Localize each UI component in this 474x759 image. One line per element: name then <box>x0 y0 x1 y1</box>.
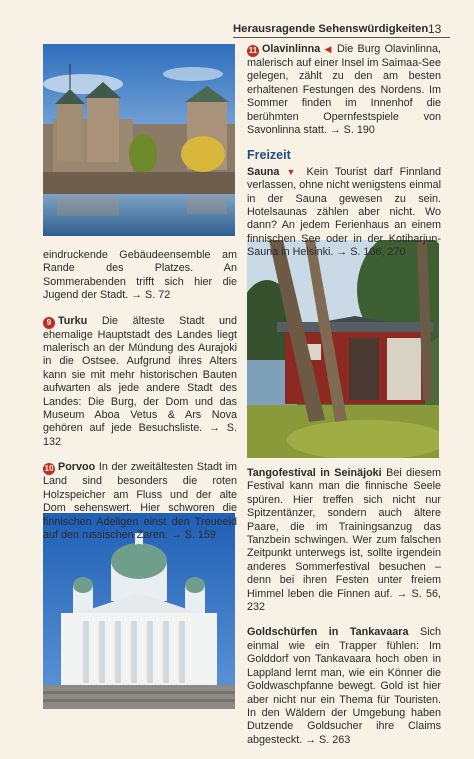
entry-name: Sauna <box>247 165 280 178</box>
entry-name: Porvoo <box>58 461 96 474</box>
castle-photo <box>43 44 235 236</box>
entry-turku <box>43 315 237 450</box>
entry-name: Olavinlinna <box>262 43 321 55</box>
entry-text: Sich einmal wie ein Trapper fühlen: Im Golddorf von Tankavaara hoch oben in Lappland lernt man, wie ein Könner die Goldwaschpfanne bewegt. Gold ist hier aber nicht nur ein Thema für Touristen. In den Wäldern der Umgebung haben Dutzende Goldsucher ihre Claims abgesteckt. → S. 263 <box>247 626 441 746</box>
entry-name: Tangofestival in Seinäjoki <box>247 467 382 479</box>
entry-name: Turku <box>58 314 88 327</box>
pointer-down-icon: ▼ <box>286 166 300 177</box>
entry-tango <box>247 467 441 614</box>
sauna-photo <box>247 240 439 458</box>
freizeit-heading: Freizeit <box>247 148 291 163</box>
page-number: 13 <box>428 22 442 36</box>
entry-text: Bei diesem Festival kann man die finnische Seele spüren. Hier treffen sich nicht nur Spitzentänzer, sondern auch ältere Paare, die im Trainingsanzug das Tanzbein schwingen. Wer zum falschen Zeitpunkt unterwegs ist, sollte irgendein anderes Sommerfestival besuchen – denn bei ihren Festen unter freiem Himmel leben die Finnen auf. → S. 56, 232 <box>247 467 441 614</box>
number-badge: 10 <box>44 464 54 474</box>
entry-text: Die Burg Olavinlinna, malerisch auf einer Insel im Saimaa-See gelegen, zählt zu den am besten erhaltenen Festungen des Nordens. Im Sommer finden im Innenhof die berühmten Opernfestspiele von Savonlinna statt. → S. 190 <box>247 43 442 137</box>
entry-olavinlinna <box>247 43 441 137</box>
entry-porvoo <box>43 461 237 542</box>
number-badge: 9 <box>43 317 55 329</box>
right-column-bottom <box>247 467 441 759</box>
number-badge: 11 <box>248 46 258 55</box>
entry-name: Goldschürfen in Tankavaara <box>247 626 409 639</box>
right-column-top <box>247 43 441 272</box>
paragraph-continued: eindruckende Gebäudeensemble am Rande des Platzes. An Sommerabenden trifft sich hier die Jugend der Stadt. → S. 72 <box>43 249 237 302</box>
header-rule <box>233 37 450 38</box>
entry-text: Die älteste Stadt und ehemalige Hauptstadt des Landes liegt malerisch an der Mündung des Aurajoki in die Ostsee. Aufgrund ihres Alters kann sie mit mehr historischen Bauten aufwarten als jede andere Stadt des Landes: Die Burg, der Dom und das Museum Aboa Vetus & Ars Nova gehören auf jede Besuchsliste. → S. 132 <box>43 314 237 448</box>
left-column <box>43 249 237 554</box>
entry-gold <box>247 626 441 747</box>
section-title: Herausragende Sehenswürdigkeiten <box>233 23 429 35</box>
pointer-left-icon: ◀ <box>324 44 333 54</box>
entry-text: Kein Tourist darf Finnland verlassen, ohne nicht wenigstens einmal in der Sauna gewesen zu sein. Hotelsaunas zählen aber nicht. Wo dann? An jedem Ferienhaus an einem finnischen See oder in der Kotiharjun-Sauna in Helsinki. → S. 106, 270 <box>247 165 441 259</box>
entry-text: In der zweitältesten Stadt im Land sind besonders die roten Holzspeicher am Fluss und der alte Dom sehenswert. Hier schworen die finnischen Adeligen einst den Treueeid auf den russischen Zaren. → S. 159 <box>43 461 237 541</box>
page-header <box>0 0 474 40</box>
entry-sauna <box>247 166 441 260</box>
